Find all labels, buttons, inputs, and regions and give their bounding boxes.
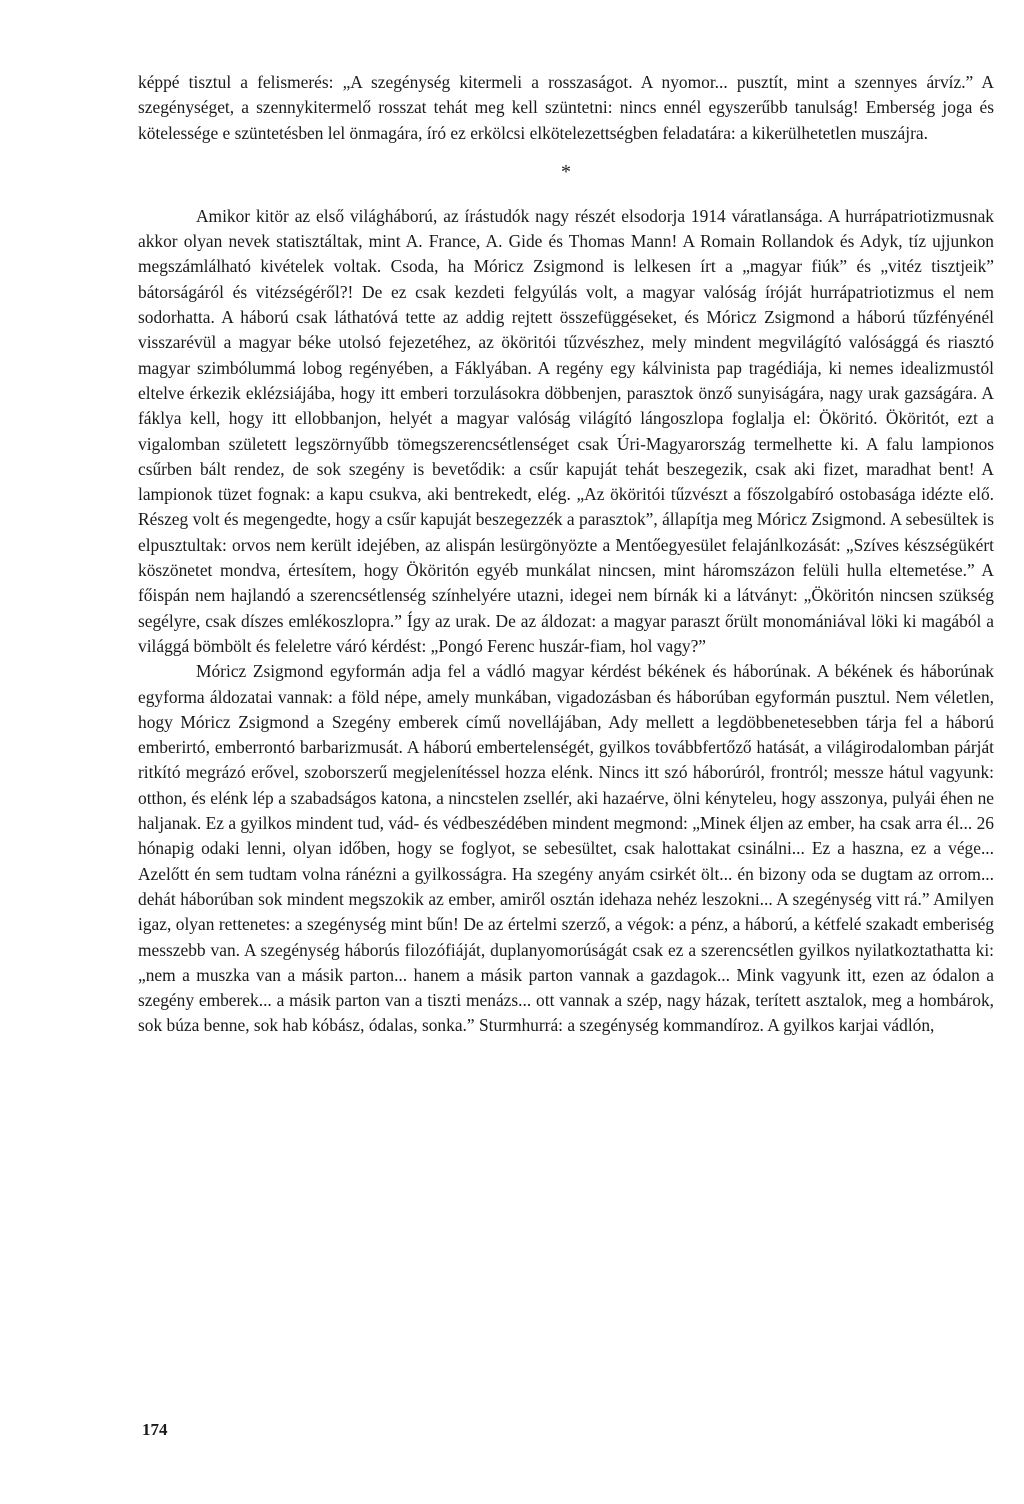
page-body (138, 70, 994, 1039)
page-number: 174 (142, 1420, 168, 1439)
paragraph-continuation: képpé tisztul a felismerés: „A szegénység kitermeli a rosszaságot. A nyomor... pusztít, mint a szennyes árvíz.” A szegénységet, a szennykitermelő rosszat tehát meg kell szüntetni: nincs ennél egyszerűbb tanulság! Emberség joga és kötelessége e szüntetésben lel önmagára, író ez erkölcsi elkötelezettségben feladatára: a kikerülhetetlen muszájra. (138, 72, 994, 143)
paragraph-world-war: Amikor kitör az első világháború, az írástudók nagy részét elsodorja 1914 váratlansága. A hurrápatriotizmusnak akkor olyan nevek statisztáltak, mint A. France, A. Gide és Thomas Mann! A Romain Rollandok és Adyk, tíz ujjunkon megszámlálható kivételek voltak. Csoda, ha Móricz Zsigmond is lelkesen írt a „magyar fiúk” és „vitéz tisztjeik” bátorságáról és vitézségéről?! De ez csak kezdeti felgyúlás volt, a magyar valóság íróját hurrápatriotizmus el nem sodorhatta. A háború csak láthatóvá tette az addig rejtett összefüggéseket, és Móricz Zsigmond a háború tűzfényénél visszarévül a magyar béke utolsó fejezetéhez, az ököritói tűzvészhez, mely mindent megvilágító valósággá és riasztó magyar szimbólummá lobog regényében, a Fáklyában. A regény egy kálvinista pap tragédiája, ki nemes idealizmustól eltelve érkezik eklézsiájába, hogy itt emberi torzulásokra döbbenjen, parasztok önző sunyiságára, nagy urak gazságára. A fáklya kell, hogy itt ellobbanjon, helyét a magyar valóság világító lángoszlopa foglalja el: Ököritó. Ököritót, ezt a vigalomban született legszörnyűbb tömegszerencsétlenséget csak Úri-Magyarország termelhette ki. A falu lampionos csűrben bált rendez, de sok szegény is bevetődik: a csűr kapuját tehát beszegezik, csak aki fizet, maradhat bent! A lampionok tüzet fognak: a kapu csukva, aki bentrekedt, elég. „Az ököritói tűzvészt a főszolgabíró ostobasága idézte elő. Részeg volt és megengedte, hogy a csűr kapuját beszegezzék a parasztok”, állapítja meg Móricz Zsigmond. A sebesültek is elpusztultak: orvos nem került idejében, az alispán lesürgönyözte a Mentőegyesület felajánlkozását: „Szíves készségükért köszönetet mondva, értesítem, hogy Ököritón egyéb munkálat nincsen, mint háromszázon felüli hulla eltemetése.” A főispán nem hajlandó a szerencsétlenség színhelyére utazni, idegei nem bírnák ki a látványt: „Ököritón nincsen szükség segélyre, csak díszes emlékoszlopra.” Így az urak. De az áldozat: a magyar paraszt őrült monomániával löki ki magából a világgá bömbölt és feleletre váró kérdést: „Pongó Ferenc huszár-fiam, hol vagy?” (138, 205, 994, 656)
section-separator: * (561, 160, 571, 183)
paragraph-poverty-war: Móricz Zsigmond egyformán adja fel a vádló magyar kérdést békének és háborúnak. A békének és háborúnak egyforma áldozatai vannak: a föld népe, amely munkában, vigadozásban és háborúban egyformán pusztul. Nem véletlen, hogy Móricz Zsigmond a Szegény emberek című novellájában, Ady mellett a legdöbbenetesebben tárja fel a háború emberirtó, emberrontó barbarizmusát. A háború embertelenségét, gyilkos továbbfertőző hatását, a világirodalomban párját ritkító megrázó erővel, szoborszerű megjelenítéssel hozza elénk. Nincs itt szó háborúról, frontról; messze hátul vagyunk: otthon, és elénk lép a szabadságos katona, a nincstelen zsellér, aki hazaérve, ölni kényteleu, hogy asszonya, pulyái éhen ne haljanak. Ez a gyilkos mindent tud, vád- és védbeszédében mindent megmond: „Minek éljen az ember, ha csak arra él... 26 hónapig odaki lenni, olyan időben, hogy se foglyot, se sebesültet, csak halottakat csinálni... Ez a haszna, ez a vége... Azelőtt én sem tudtam volna ránézni a gyilkosságra. Ha szegény anyám csirkét ölt... én bizony oda se dugtam az orrom... dehát háborúban sok mindent megszokik az ember, amiről osztán idehaza nehéz leszokni... A szegénység vitt rá.” Amilyen igaz, olyan rettenetes: a szegénység mint bűn! De az értelmi szerző, a végok: a pénz, a háború, a kétfelé szakadt emberiség messzebb van. A szegénység háborús filozófiáját, duplanyomorúságát csak ez a szerencsétlen gyilkos nyilatkoztathatta ki: „nem a muszka van a másik parton... hanem a másik parton vannak a gazdagok... Mink vagyunk itt, ezen az ódalon a szegény emberek... a másik parton van a tiszti menázs... ott vannak a szép, nagy házak, terített asztalok, meg a hombárok, sok búza benne, sok hab kóbász, ódalas, sonka.” Sturmhurrá: a szegénység kommandíroz. A gyilkos karjai vádlón, (138, 661, 994, 1036)
